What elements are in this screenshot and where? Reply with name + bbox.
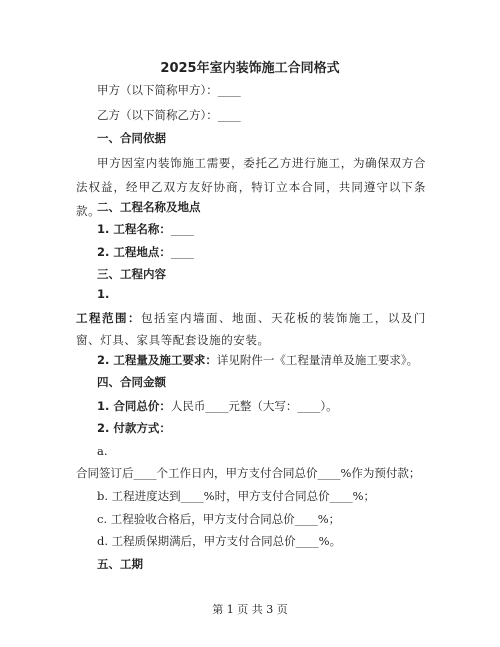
payment-b-text: b. 工程进度达到____%时，甲方支付合同总价____%； — [97, 489, 376, 503]
project-location-label: 2. 工程地点： — [97, 245, 171, 259]
payment-d-text: d. 工程质保期满后，甲方支付合同总价____%。 — [97, 534, 342, 548]
project-name-item — [97, 221, 194, 237]
party-b-line: 乙方（以下简称乙方）：____ — [97, 108, 241, 122]
project-scope-label: 工程范围： — [76, 311, 141, 325]
project-scope-text: 包括室内墙面、地面、天花板的装饰施工，以及门窗、灯具、家具等配套设施的安装。 — [76, 311, 426, 347]
payment-a-marker: a. — [97, 444, 108, 458]
page-number-footer: 第 1 页 共 3 页 — [212, 603, 288, 616]
party-a-line: 甲方（以下简称甲方）：____ — [97, 83, 241, 97]
section-heading-construction-period: 五、工期 — [97, 557, 143, 571]
payment-method-label: 2. 付款方式： — [97, 421, 171, 435]
total-price-text: 人民币____元整（大写：____）。 — [170, 399, 338, 413]
section-heading-project-name-location: 二、工程名称及地点 — [97, 200, 201, 214]
total-price-item — [97, 398, 338, 414]
contract-basis-paragraph: 甲方因室内装饰施工需要，委托乙方进行施工，为确保双方合法权益，经甲乙双方友好协商，特订立本合同，共同遵守以下条款。 — [76, 156, 426, 218]
document-title: 2025年室内装饰施工合同格式 — [160, 61, 340, 76]
payment-a-text: 合同签订后____个工作日内，甲方支付合同总价____%作为预付款； — [76, 466, 421, 480]
project-location-item — [97, 244, 194, 260]
project-scope-number: 1. — [97, 287, 110, 301]
project-scope-paragraph — [76, 307, 426, 351]
workload-text: 详见附件一《工程量清单及施工要求》。 — [216, 353, 419, 367]
workload-label: 2. 工程量及施工要求： — [97, 353, 217, 367]
workload-item — [97, 352, 418, 368]
section-heading-contract-basis: 一、合同依据 — [97, 131, 166, 145]
total-price-label: 1. 合同总价： — [97, 399, 171, 413]
payment-c-text: c. 工程验收合格后，甲方支付合同总价____%； — [97, 512, 341, 526]
project-location-blank: ____ — [170, 245, 194, 259]
project-name-label: 1. 工程名称： — [97, 222, 171, 236]
project-name-blank: ____ — [170, 222, 194, 236]
section-heading-project-content: 三、工程内容 — [97, 267, 166, 281]
section-heading-contract-amount: 四、合同金额 — [97, 375, 166, 389]
